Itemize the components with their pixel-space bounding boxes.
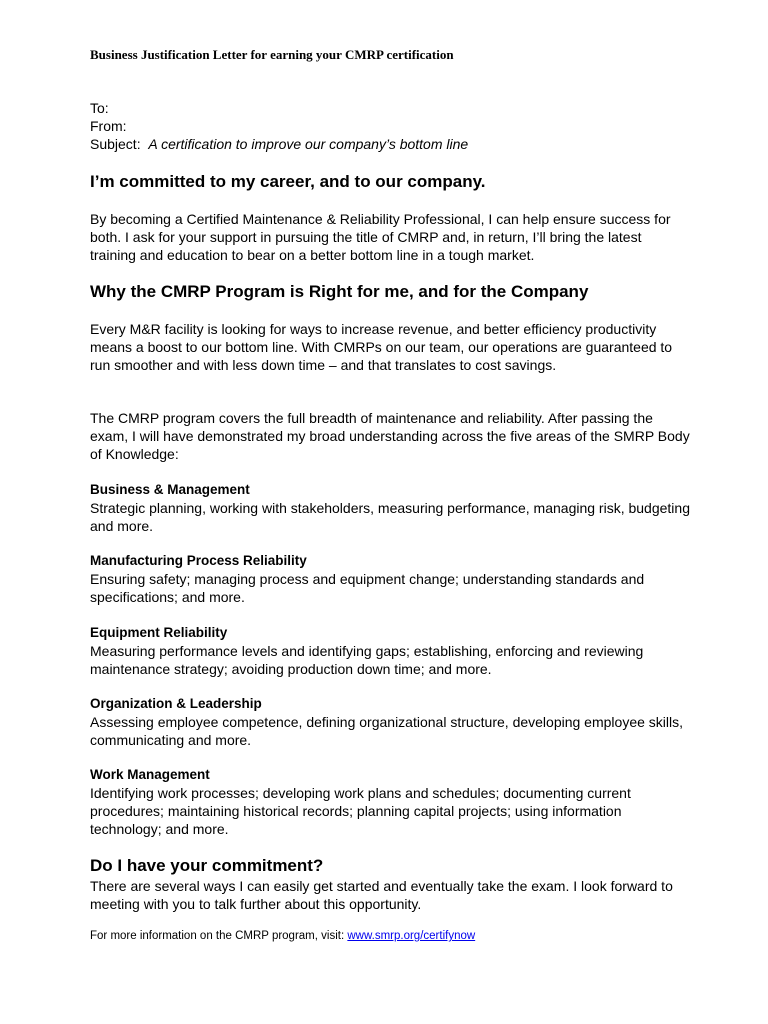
- area-title: Organization & Leadership: [90, 696, 262, 711]
- area-manufacturing-process-reliability: [90, 552, 690, 606]
- area-title: Equipment Reliability: [90, 625, 228, 640]
- section-why-paragraph-1: Every M&R facility is looking for ways to increase revenue, and better efficiency productivity means a boost to our bottom line. With CMRPs on our team, our operations are guaranteed to run smoother and with less down time – and that translates to cost savings.: [90, 321, 673, 373]
- area-description: Measuring performance levels and identifying gaps; establishing, enforcing and reviewing maintenance strategy; avoiding production down time; and more.: [90, 643, 644, 677]
- area-description: Strategic planning, working with stakeholders, measuring performance, managing risk, budgeting and more.: [90, 500, 690, 534]
- footer-text: For more information on the CMRP program, visit:: [90, 930, 348, 942]
- area-business-management: [90, 481, 690, 535]
- document-title: Business Justification Letter for earning your CMRP certification: [90, 47, 454, 62]
- section-why-paragraph-2: The CMRP program covers the full breadth of maintenance and reliability. After passing the exam, I will have demonstrated my broad understanding across the five areas of the SMRP Body of Knowledge:: [90, 410, 690, 462]
- from-line: [90, 117, 468, 135]
- area-title: Work Management: [90, 767, 210, 782]
- memo-header: [90, 99, 468, 153]
- area-description: Assessing employee competence, defining organizational structure, developing employee skills, communicating and more.: [90, 714, 683, 748]
- area-title: Business & Management: [90, 482, 250, 497]
- subject-label: Subject:: [90, 136, 141, 152]
- subject-line: [90, 135, 468, 153]
- area-organization-leadership: [90, 695, 690, 749]
- to-line: [90, 99, 468, 117]
- section-commitment-question-heading: Do I have your commitment?: [90, 856, 324, 875]
- area-description: Ensuring safety; managing process and equipment change; understanding standards and specifications; and more.: [90, 571, 645, 605]
- section-why-heading: Why the CMRP Program is Right for me, and for the Company: [90, 282, 589, 301]
- to-label: To:: [90, 100, 109, 116]
- area-work-management: [90, 766, 690, 838]
- area-description: Identifying work processes; developing work plans and schedules; documenting current procedures; maintaining historical records; planning capital projects; using information technology; and more.: [90, 785, 631, 837]
- area-title: Manufacturing Process Reliability: [90, 553, 307, 568]
- area-equipment-reliability: [90, 624, 690, 678]
- section-commitment-heading: I’m committed to my career, and to our company.: [90, 172, 486, 191]
- subject-value: A certification to improve our company’s bottom line: [148, 136, 469, 152]
- from-label: From:: [90, 118, 127, 134]
- certify-link[interactable]: www.smrp.org/certifynow: [347, 930, 476, 942]
- section-commitment-question-paragraph: There are several ways I can easily get started and eventually take the exam. I look forward to meeting with you to talk further about this opportunity.: [90, 878, 673, 912]
- footer-note: [90, 930, 475, 942]
- section-commitment-paragraph: By becoming a Certified Maintenance & Reliability Professional, I can help ensure success for both. I ask for your support in pursuing the title of CMRP and, in return, I’ll bring the latest training and education to bear on a better bottom line in a tough market.: [90, 211, 671, 263]
